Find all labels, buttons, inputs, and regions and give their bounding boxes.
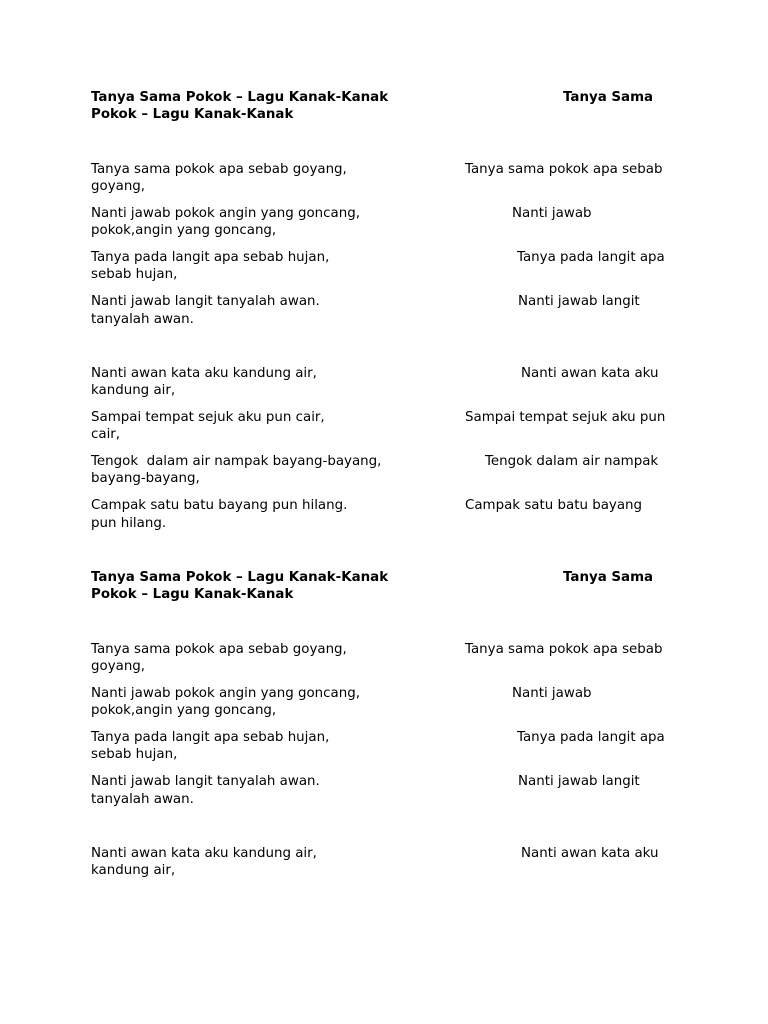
lyric-line: Nanti awan kata aku bbox=[521, 366, 659, 381]
lyric-line: kandung air, bbox=[91, 383, 176, 398]
lyric-line: Tanya sama pokok apa sebab bbox=[465, 642, 663, 657]
lyric-line: pokok,angin yang goncang, bbox=[91, 223, 277, 238]
title-right: Tanya Sama bbox=[563, 570, 654, 585]
title-wrap: Pokok – Lagu Kanak-Kanak bbox=[91, 587, 294, 602]
lyric-line: Tengok dalam air nampak bayang-bayang, bbox=[91, 454, 382, 469]
lyric-line: tanyalah awan. bbox=[91, 312, 194, 327]
title-wrap: Pokok – Lagu Kanak-Kanak bbox=[91, 107, 294, 122]
lyric-line: Nanti jawab langit tanyalah awan. bbox=[91, 294, 320, 309]
lyric-line: pokok,angin yang goncang, bbox=[91, 703, 277, 718]
lyric-line: Nanti jawab langit bbox=[518, 774, 640, 789]
lyric-line: kandung air, bbox=[91, 863, 176, 878]
lyric-line: sebab hujan, bbox=[91, 747, 178, 762]
lyric-line: goyang, bbox=[91, 179, 146, 194]
lyric-line: goyang, bbox=[91, 659, 146, 674]
lyric-line: cair, bbox=[91, 427, 121, 442]
title-right: Tanya Sama bbox=[563, 90, 654, 105]
lyric-line: Nanti jawab pokok angin yang goncang, bbox=[91, 686, 360, 701]
lyric-line: Sampai tempat sejuk aku pun cair, bbox=[91, 410, 325, 425]
lyric-line: Campak satu batu bayang bbox=[465, 498, 643, 513]
lyric-line: Nanti jawab pokok angin yang goncang, bbox=[91, 206, 360, 221]
lyric-line: Sampai tempat sejuk aku pun bbox=[465, 410, 666, 425]
lyric-line: Tanya sama pokok apa sebab goyang, bbox=[91, 162, 347, 177]
lyric-line: Campak satu batu bayang pun hilang. bbox=[91, 498, 348, 513]
lyric-line: Nanti awan kata aku bbox=[521, 846, 659, 861]
lyric-line: Tanya pada langit apa sebab hujan, bbox=[91, 250, 330, 265]
title-left: Tanya Sama Pokok – Lagu Kanak-Kanak bbox=[91, 90, 389, 105]
lyric-line: bayang-bayang, bbox=[91, 471, 200, 486]
lyric-line: Tanya sama pokok apa sebab bbox=[465, 162, 663, 177]
lyric-line: Nanti jawab langit tanyalah awan. bbox=[91, 774, 320, 789]
lyric-line: Nanti awan kata aku kandung air, bbox=[91, 846, 317, 861]
lyric-line: tanyalah awan. bbox=[91, 792, 194, 807]
lyric-line: sebab hujan, bbox=[91, 267, 178, 282]
title-left: Tanya Sama Pokok – Lagu Kanak-Kanak bbox=[91, 570, 389, 585]
lyric-line: Nanti jawab bbox=[512, 206, 592, 221]
lyric-line: Tanya pada langit apa bbox=[517, 730, 665, 745]
lyric-line: Tanya sama pokok apa sebab goyang, bbox=[91, 642, 347, 657]
lyric-line: Nanti awan kata aku kandung air, bbox=[91, 366, 317, 381]
lyric-line: Nanti jawab bbox=[512, 686, 592, 701]
lyric-line: Tengok dalam air nampak bbox=[485, 454, 659, 469]
lyric-line: Tanya pada langit apa sebab hujan, bbox=[91, 730, 330, 745]
lyric-line: Tanya pada langit apa bbox=[517, 250, 665, 265]
lyric-line: Nanti jawab langit bbox=[518, 294, 640, 309]
lyric-line: pun hilang. bbox=[91, 516, 167, 531]
